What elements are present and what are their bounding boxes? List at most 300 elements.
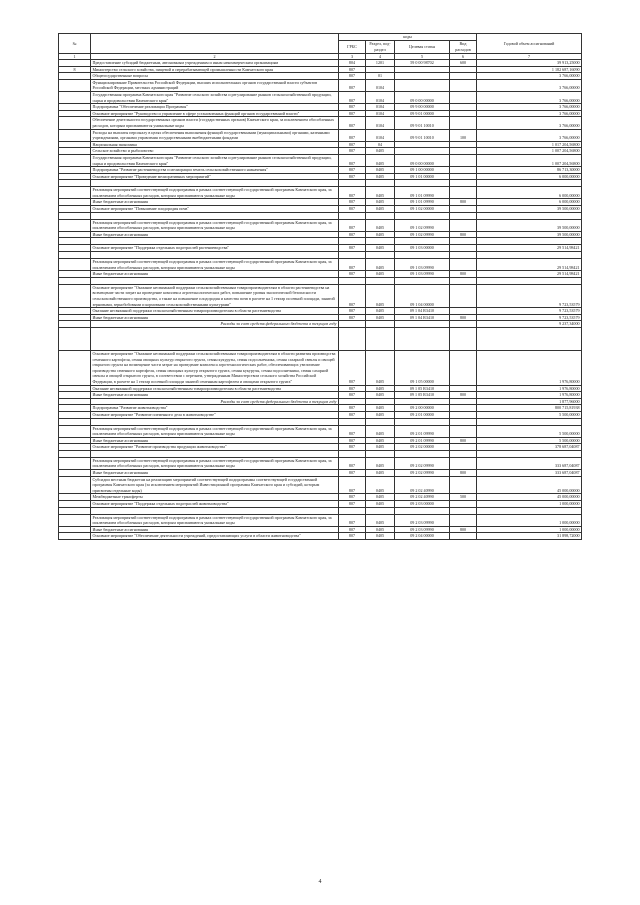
empty-cell: [91, 450, 339, 457]
table-row: [59, 154, 582, 166]
row-amount: 3 766,00000: [477, 110, 582, 117]
row-name: Подпрограмма "Обеспечение реализации Программы": [91, 104, 339, 111]
row-razdel: 0405: [366, 154, 395, 166]
row-number: [59, 60, 91, 67]
row-name: Межбюджетные трансферты: [91, 494, 339, 501]
empty-cell: [366, 418, 395, 425]
row-csr: 09 2 03 09990: [395, 514, 450, 526]
row-number: [59, 187, 91, 199]
table-row: [59, 129, 582, 141]
empty-cell: [450, 180, 477, 187]
row-razdel: 0104: [366, 104, 395, 111]
row-number: [59, 425, 91, 437]
row-name: Основное мероприятие "Проведение мелиоративных мероприятий": [91, 173, 339, 180]
empty-cell: [395, 212, 450, 219]
empty-cell: [366, 277, 395, 284]
table-row: [59, 444, 582, 451]
row-grbs: 807: [339, 444, 366, 451]
row-razdel: 0405: [366, 219, 395, 231]
row-grbs: 807: [339, 117, 366, 129]
row-name: Основное мероприятие "Поддержка отдельных подотраслей животноводства": [91, 501, 339, 508]
row-vr: [450, 73, 477, 80]
row-csr: 09 2 01 00000: [395, 411, 450, 418]
row-vr: [450, 533, 477, 540]
row-name: Предоставление субсидий бюджетным, автономным учреждениям и иным некоммерческим организациям: [91, 60, 339, 67]
row-razdel: 0405: [366, 148, 395, 155]
row-csr: [395, 73, 450, 80]
row-name: Основное мероприятие "Развитие производства продукции животноводства": [91, 444, 339, 451]
row-grbs: 807: [339, 231, 366, 238]
empty-cell: [395, 238, 450, 245]
row-grbs: 807: [339, 457, 366, 469]
row-razdel: 0405: [366, 206, 395, 213]
row-amount: 39 500,00000: [477, 219, 582, 231]
row-amount: 1 976,80000: [477, 392, 582, 399]
row-grbs: 807: [339, 79, 366, 91]
row-grbs: 807: [339, 110, 366, 117]
empty-cell: [339, 238, 366, 245]
row-vr: [450, 167, 477, 174]
row-number: [59, 476, 91, 494]
empty-cell: [366, 327, 395, 350]
row-number: [59, 405, 91, 412]
row-amount: 333 687,04087: [477, 457, 582, 469]
row-grbs: 807: [339, 308, 366, 315]
empty-cell: [59, 212, 91, 219]
row-name: Оказание несвязанной поддержки сельскохозяйственным товаропроизводителям в области растениеводства: [91, 308, 339, 315]
budget-table: [58, 33, 582, 540]
table-row: [59, 117, 582, 129]
row-amount: 9 723,53579: [477, 308, 582, 315]
empty-cell: [366, 507, 395, 514]
row-name: Основное мероприятие "Развитие племенного дела в животноводстве": [91, 411, 339, 418]
empty-cell: [477, 327, 582, 350]
row-csr: 09 1 03 09990: [395, 259, 450, 271]
row-csr: 09 1 04 00000: [395, 284, 450, 307]
column-number: 6: [450, 54, 477, 60]
row-amount: 800 715,81938: [477, 405, 582, 412]
row-razdel: 0405: [366, 444, 395, 451]
row-number: [59, 533, 91, 540]
row-number: [59, 199, 91, 206]
row-grbs: 807: [339, 91, 366, 103]
row-razdel: 0405: [366, 199, 395, 206]
empty-cell: [395, 450, 450, 457]
table-row: [59, 411, 582, 418]
row-grbs: 807: [339, 470, 366, 477]
empty-cell: [339, 418, 366, 425]
table-body: [59, 60, 582, 540]
table-row: [59, 245, 582, 252]
row-amount: 45 000,00000: [477, 476, 582, 494]
row-csr: 09 1 05 R3410: [395, 385, 450, 392]
table-row: [59, 66, 582, 73]
row-vr: 800: [450, 271, 477, 278]
column-number: 1: [59, 54, 91, 60]
row-razdel: 0405: [366, 271, 395, 278]
table-row: [59, 60, 582, 67]
row-number: [59, 514, 91, 526]
row-vr: [450, 321, 477, 328]
empty-cell: [339, 212, 366, 219]
table-row: [59, 271, 582, 278]
row-number: [59, 457, 91, 469]
row-number: [59, 444, 91, 451]
row-amount: 1 017 204,56800: [477, 141, 582, 148]
row-vr: [450, 411, 477, 418]
table-row: [59, 470, 582, 477]
row-grbs: 807: [339, 437, 366, 444]
row-number: [59, 308, 91, 315]
empty-cell: [450, 327, 477, 350]
row-amount: 1 000,00000: [477, 501, 582, 508]
row-razdel: 0405: [366, 411, 395, 418]
row-csr: 59 0 00 98702: [395, 60, 450, 67]
table-row: [59, 104, 582, 111]
header-amount: Годовой объем ассигнований: [477, 34, 582, 54]
row-amount: 39 500,00000: [477, 231, 582, 238]
row-amount: 378 687,04087: [477, 444, 582, 451]
header-codes: коды: [339, 34, 477, 41]
row-csr: 09 2 02 40990: [395, 476, 450, 494]
row-grbs: 807: [339, 73, 366, 80]
row-razdel: 0405: [366, 392, 395, 399]
empty-cell: [91, 212, 339, 219]
table-row: [59, 425, 582, 437]
header-grbs: ГРБС: [339, 41, 366, 54]
row-number: [59, 494, 91, 501]
row-name: Сельское хозяйство и рыболовство: [91, 148, 339, 155]
row-vr: [450, 284, 477, 307]
row-name: Иные бюджетные ассигнования: [91, 437, 339, 444]
row-vr: [450, 66, 477, 73]
row-razdel: 0104: [366, 91, 395, 103]
row-razdel: 0405: [366, 425, 395, 437]
empty-cell: [59, 238, 91, 245]
empty-cell: [395, 180, 450, 187]
row-csr: [395, 321, 450, 328]
row-csr: 09 0 00 00000: [395, 154, 450, 166]
empty-cell: [395, 418, 450, 425]
row-number: [59, 350, 91, 385]
empty-cell: [339, 252, 366, 259]
table-row: [59, 167, 582, 174]
table-row: [59, 219, 582, 231]
row-razdel: 0405: [366, 494, 395, 501]
row-name: Оказание несвязанной поддержки сельскохозяйственным товаропроизводителям в области растениеводства: [91, 385, 339, 392]
table-row: [59, 110, 582, 117]
column-number: 3: [339, 54, 366, 60]
row-csr: 09 9 01 10010: [395, 117, 450, 129]
empty-cell: [450, 252, 477, 259]
row-number: [59, 398, 91, 405]
column-number: 5: [395, 54, 450, 60]
row-csr: 09 2 00 00000: [395, 405, 450, 412]
spacer-row: [59, 450, 582, 457]
row-grbs: 807: [339, 405, 366, 412]
row-vr: [450, 385, 477, 392]
row-razdel: 0104: [366, 129, 395, 141]
row-razdel: 0405: [366, 231, 395, 238]
table-row: [59, 187, 582, 199]
row-number: [59, 141, 91, 148]
spacer-row: [59, 212, 582, 219]
table-row: [59, 405, 582, 412]
empty-cell: [450, 238, 477, 245]
row-name: Основное мероприятие "Оказание несвязанной поддержки сельскохозяйственным товаропроизводителям в области развития производства семенного картофеля, семян овощных культур открытого грунта, семян кукурузы, семян подсолнечника, семян сахарной свеклы и овощей открытого грунта на возмещение части затрат на проведение комплекса агротехнологических работ, обеспечивающих увеличение производства семенного картофеля, семян овощных культур открытого грунта, семян кукурузы, семян подсолнечника, семян сахарной свеклы и овощей открытого грунта, в соответствии с перечнем, утвержденным Министерством сельского хозяйства Российской Федерации, в расчете на 1 гектар посевной площади занятой семенным картофелем и овощами открытого грунта": [91, 350, 339, 385]
row-amount: 29 514,98421: [477, 271, 582, 278]
row-grbs: 807: [339, 199, 366, 206]
row-grbs: 807: [339, 141, 366, 148]
row-grbs: 807: [339, 501, 366, 508]
header-vr: Вид расходов: [450, 41, 477, 54]
spacer-row: [59, 418, 582, 425]
row-csr: 09 1 03 00000: [395, 245, 450, 252]
row-amount: 5 500,00000: [477, 425, 582, 437]
row-name: Обеспечение деятельности государственных органов власти (государственных органов) Камчатского края, за исключением обособленных расходов, которым присваиваются уникальные коды: [91, 117, 339, 129]
row-name: Государственная программа Камчатского края "Развитие сельского хозяйства и регулирование рынков сельскохозяйственной продукции, сырья и продовольствия Камчатского края": [91, 91, 339, 103]
empty-cell: [91, 238, 339, 245]
row-razdel: 0104: [366, 110, 395, 117]
row-vr: [450, 398, 477, 405]
row-csr: [395, 398, 450, 405]
row-amount: 45 000,00000: [477, 494, 582, 501]
table-row: [59, 533, 582, 540]
column-number: 2: [91, 54, 339, 60]
table-row: [59, 73, 582, 80]
table-row: [59, 284, 582, 307]
row-vr: 800: [450, 526, 477, 533]
row-name: Расходы на выплаты персоналу в целях обеспечения выполнения функций государственными (муниципальными) органами, казенными учреждениями, органами управления государственными внебюджетными фондами: [91, 129, 339, 141]
row-name: Общегосударственные вопросы: [91, 73, 339, 80]
row-razdel: 0405: [366, 284, 395, 307]
row-razdel: [366, 321, 395, 328]
empty-cell: [450, 277, 477, 284]
row-grbs: 807: [339, 245, 366, 252]
table-row: [59, 526, 582, 533]
table-row: [59, 308, 582, 315]
row-amount: 3 766,00000: [477, 73, 582, 80]
empty-cell: [339, 327, 366, 350]
empty-cell: [366, 238, 395, 245]
row-grbs: 807: [339, 514, 366, 526]
empty-cell: [477, 180, 582, 187]
row-name: Реализация мероприятий соответствующей подпрограммы в рамках соответствующей государственной программы Камчатского края, за исключением обособленных расходов, которым присваиваются уникальные коды: [91, 219, 339, 231]
row-number: [59, 167, 91, 174]
row-grbs: 807: [339, 533, 366, 540]
row-csr: 09 2 02 09990: [395, 470, 450, 477]
empty-cell: [59, 507, 91, 514]
row-number: [59, 385, 91, 392]
row-razdel: 0405: [366, 167, 395, 174]
row-number: [59, 259, 91, 271]
row-vr: [450, 476, 477, 494]
row-grbs: 807: [339, 476, 366, 494]
page-number: 4: [318, 879, 322, 885]
row-razdel: 0405: [366, 308, 395, 315]
header-csr: Целевая статья: [395, 41, 450, 54]
empty-cell: [395, 252, 450, 259]
column-number: 7: [477, 54, 582, 60]
row-amount: 1 976,80000: [477, 350, 582, 385]
row-csr: 09 2 01 09990: [395, 437, 450, 444]
row-razdel: 0104: [366, 79, 395, 91]
row-razdel: 0405: [366, 437, 395, 444]
spacer-row: [59, 327, 582, 350]
row-number: [59, 392, 91, 399]
empty-cell: [339, 180, 366, 187]
row-name: Государственная программа Камчатского края "Развитие сельского хозяйства и регулирование рынков сельскохозяйственной продукции, сырья и продовольствия Камчатского края": [91, 154, 339, 166]
table-row: [59, 350, 582, 385]
row-number: [59, 110, 91, 117]
row-vr: [450, 154, 477, 166]
row-razdel: 0405: [366, 173, 395, 180]
row-amount: 6 000,00000: [477, 187, 582, 199]
empty-cell: [339, 507, 366, 514]
row-razdel: 0405: [366, 314, 395, 321]
row-csr: 09 1 04 R3410: [395, 314, 450, 321]
row-vr: [450, 501, 477, 508]
row-amount: 3 766,00000: [477, 129, 582, 141]
empty-cell: [477, 212, 582, 219]
row-name: Функционирование Правительства Российской Федерации, высших исполнительных органов государственной власти субъектов Российской Федерации, местных администраций: [91, 79, 339, 91]
row-razdel: 0405: [366, 259, 395, 271]
row-name: Иные бюджетные ассигнования: [91, 470, 339, 477]
row-amount: 39 500,00000: [477, 206, 582, 213]
table-row: [59, 231, 582, 238]
row-name: Иные бюджетные ассигнования: [91, 199, 339, 206]
row-razdel: 01: [366, 73, 395, 80]
header-razdel: Раздел, под-раздел: [366, 41, 395, 54]
row-vr: [450, 444, 477, 451]
row-amount: 31 898,72000: [477, 533, 582, 540]
row-csr: 09 1 01 09990: [395, 187, 450, 199]
empty-cell: [339, 450, 366, 457]
row-vr: [450, 405, 477, 412]
row-csr: 09 1 05 R3410: [395, 392, 450, 399]
empty-cell: [59, 327, 91, 350]
row-csr: 09 1 01 09990: [395, 199, 450, 206]
row-grbs: 807: [339, 148, 366, 155]
row-vr: [450, 91, 477, 103]
row-grbs: 807: [339, 129, 366, 141]
table-row: [59, 385, 582, 392]
empty-cell: [59, 180, 91, 187]
empty-cell: [477, 252, 582, 259]
row-name: Реализация мероприятий соответствующей подпрограммы в рамках соответствующей государственной программы Камчатского края, за исключением обособленных расходов, которым присваиваются уникальные коды: [91, 514, 339, 526]
row-grbs: 807: [339, 167, 366, 174]
row-csr: 09 1 00 00000: [395, 167, 450, 174]
table-row: [59, 514, 582, 526]
row-vr: [450, 457, 477, 469]
row-vr: 800: [450, 231, 477, 238]
empty-cell: [59, 277, 91, 284]
budget-table-sheet: [58, 33, 581, 540]
row-csr: 09 1 01 00000: [395, 173, 450, 180]
row-amount: 29 514,98421: [477, 259, 582, 271]
row-name: Основное мероприятие "Повышение плодородия почв": [91, 206, 339, 213]
row-amount: 333 687,04087: [477, 470, 582, 477]
row-vr: 800: [450, 314, 477, 321]
row-number: [59, 470, 91, 477]
row-number: [59, 314, 91, 321]
row-number: [59, 73, 91, 80]
row-number: [59, 284, 91, 307]
row-name: Иные бюджетные ассигнования: [91, 231, 339, 238]
table-row: [59, 494, 582, 501]
empty-cell: [366, 212, 395, 219]
empty-cell: [477, 277, 582, 284]
empty-cell: [477, 238, 582, 245]
row-csr: 09 2 03 00000: [395, 501, 450, 508]
row-name: Реализация мероприятий соответствующей подпрограммы в рамках соответствующей государственной программы Камчатского края, за исключением обособленных расходов, которым присваиваются уникальные коды: [91, 187, 339, 199]
row-name: Реализация мероприятий соответствующей подпрограммы в рамках соответствующей государственной программы Камчатского края, за исключением обособленных расходов, которым присваиваются уникальные коды: [91, 425, 339, 437]
row-name: Министерство сельского хозяйства, пищевой и перерабатывающей промышленности Камчатского края: [91, 66, 339, 73]
table-row: [59, 259, 582, 271]
row-razdel: 0405: [366, 457, 395, 469]
row-vr: 100: [450, 129, 477, 141]
row-name: Реализация мероприятий соответствующей подпрограммы в рамках соответствующей государственной программы Камчатского края, за исключением обособленных расходов, которым присваиваются уникальные коды: [91, 457, 339, 469]
row-name: Основное мероприятие "Обеспечение деятельности учреждений, предоставляющих услуги в области животноводства": [91, 533, 339, 540]
row-amount: 3 766,00000: [477, 117, 582, 129]
row-amount: 1 007 204,56800: [477, 154, 582, 166]
column-number: 4: [366, 54, 395, 60]
row-razdel: 0405: [366, 245, 395, 252]
empty-cell: [91, 252, 339, 259]
row-csr: 09 1 02 09990: [395, 231, 450, 238]
row-razdel: 0405: [366, 187, 395, 199]
row-vr: 800: [450, 437, 477, 444]
row-amount: 1 007 204,56800: [477, 148, 582, 155]
table-row: [59, 501, 582, 508]
row-vr: 800: [450, 392, 477, 399]
row-amount: 5 500,00000: [477, 411, 582, 418]
row-vr: [450, 308, 477, 315]
row-razdel: 0405: [366, 405, 395, 412]
row-name: Иные бюджетные ассигнования: [91, 392, 339, 399]
row-vr: [450, 79, 477, 91]
row-csr: 09 9 00 00000: [395, 104, 450, 111]
empty-cell: [366, 450, 395, 457]
row-name: Основное мероприятие "Оказание несвязанной поддержки сельскохозяйственным товаропроизводителям в области растениеводства на возмещение части затрат на проведение комплекса агротехнологических работ, повышение уровня экологической безопасности сельскохозяйственного производства, а также на повышение плодородия и качества почв в расчете на 1 гектар посевной площади, занятой зерновыми, зернобобовыми и кормовыми сельскохозяйственными культурами": [91, 284, 339, 307]
row-vr: 800: [450, 470, 477, 477]
row-number: [59, 245, 91, 252]
row-vr: [450, 173, 477, 180]
row-amount: 3 766,00000: [477, 91, 582, 103]
row-grbs: 807: [339, 259, 366, 271]
row-amount: 3 766,00000: [477, 104, 582, 111]
row-number: [59, 206, 91, 213]
row-csr: 09 2 02 09990: [395, 457, 450, 469]
row-razdel: [366, 66, 395, 73]
table-row: [59, 141, 582, 148]
row-csr: [395, 141, 450, 148]
spacer-row: [59, 238, 582, 245]
row-grbs: 807: [339, 350, 366, 385]
row-csr: [395, 79, 450, 91]
table-row: [59, 457, 582, 469]
row-vr: [450, 141, 477, 148]
row-grbs: 807: [339, 411, 366, 418]
row-name: Расходы за счет средств федерального бюджета в текущем году: [91, 398, 339, 405]
row-razdel: [366, 398, 395, 405]
row-vr: [450, 110, 477, 117]
row-number: [59, 437, 91, 444]
row-csr: 09 1 02 00000: [395, 206, 450, 213]
row-razdel: 1201: [366, 60, 395, 67]
row-grbs: 807: [339, 392, 366, 399]
row-amount: 6 000,00000: [477, 173, 582, 180]
